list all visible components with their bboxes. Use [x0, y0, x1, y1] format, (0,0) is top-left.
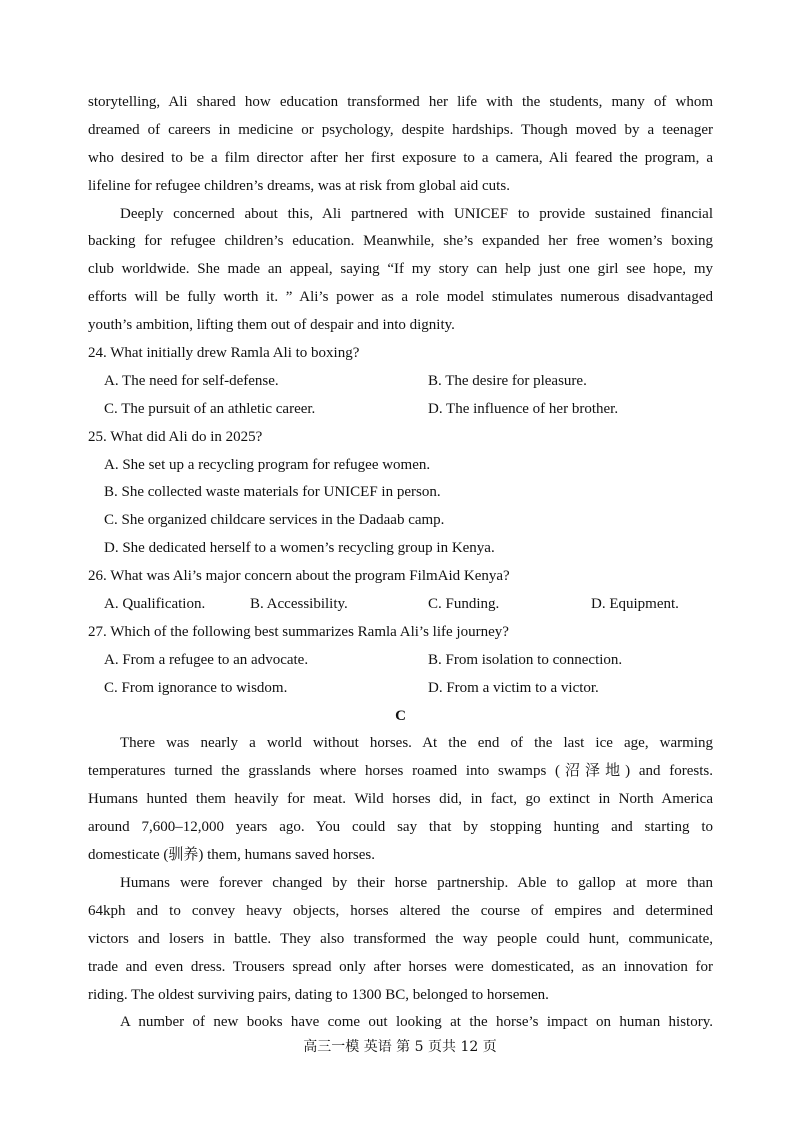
exam-page [88, 89, 713, 1037]
text-line: 64kph and to convey heavy objects, horses altered the course of empires and determined [88, 902, 713, 919]
question-stem: 26. What was Ali’s major concern about the program FilmAid Kenya? [88, 568, 510, 585]
option-d: D. From a victim to a victor. [428, 679, 599, 696]
passage-c-paragraph-1 [88, 730, 713, 869]
text-line: trade and even dress. Trousers spread only after horses were domesticated, as an innovation for [88, 958, 713, 975]
text-line: lifeline for refugee children’s dreams, was at risk from global aid cuts. [88, 177, 510, 194]
option-row [88, 647, 713, 675]
option-row [88, 479, 713, 507]
option-row [88, 507, 713, 535]
option-row [88, 591, 713, 619]
text-line: domesticate (驯养) them, humans saved horses. [88, 847, 376, 864]
option-c: C. From ignorance to wisdom. [104, 679, 288, 696]
option-row [88, 675, 713, 703]
text-line: victors and losers in battle. They also transformed the way people could hunt, communicate, [88, 930, 713, 947]
option-a: A. Qualification. [104, 596, 206, 613]
question-24 [88, 340, 713, 424]
option-b: B. Accessibility. [250, 596, 348, 613]
option-d: D. She dedicated herself to a women’s recycling group in Kenya. [104, 540, 495, 557]
option-row [88, 368, 713, 396]
text-line: A number of new books have come out looking at the horse’s impact on human history. [120, 1014, 713, 1031]
text-line: efforts will be fully worth it. ” Ali’s power as a role model stimulates numerous disadvantaged [88, 289, 713, 306]
text-line: who desired to be a film director after her first exposure to a camera, Ali feared the program, a [88, 149, 713, 166]
text-line: backing for refugee children’s education. Meanwhile, she’s expanded her free women’s boxing [88, 233, 713, 250]
text-line: Humans hunted them heavily for meat. Wild horses did, in fact, go extinct in North America [88, 791, 713, 808]
option-row [88, 452, 713, 480]
passage-c-paragraph-3 [88, 1009, 713, 1037]
option-b: B. The desire for pleasure. [428, 372, 587, 389]
option-c: C. The pursuit of an athletic career. [104, 400, 316, 417]
option-a: A. From a refugee to an advocate. [104, 651, 309, 668]
option-b: B. She collected waste materials for UNICEF in person. [104, 484, 441, 501]
question-27 [88, 619, 713, 703]
text-line: Deeply concerned about this, Ali partnered with UNICEF to provide sustained financial [120, 205, 713, 222]
option-row [88, 396, 713, 424]
text-line: There was nearly a world without horses. At the end of the last ice age, warming [120, 735, 713, 752]
text-line: club worldwide. She made an appeal, saying “If my story can help just one girl see hope, my [88, 261, 713, 278]
question-stem: 27. Which of the following best summarizes Ramla Ali’s life journey? [88, 623, 509, 640]
option-d: D. The influence of her brother. [428, 400, 619, 417]
text-line: around 7,600–12,000 years ago. You could say that by stopping hunting and starting to [88, 819, 713, 836]
passage-b-paragraph-1 [88, 89, 713, 201]
text-line: dreamed of careers in medicine or psychology, despite hardships. Though moved by a teenager [88, 121, 713, 138]
passage-b-paragraph-2 [88, 201, 713, 340]
question-26 [88, 563, 713, 619]
option-b: B. From isolation to connection. [428, 651, 623, 668]
text-line: youth’s ambition, lifting them out of despair and into dignity. [88, 317, 455, 334]
option-d: D. Equipment. [591, 596, 679, 613]
question-stem: 25. What did Ali do in 2025? [88, 428, 263, 445]
question-stem: 24. What initially drew Ramla Ali to boxing? [88, 345, 360, 362]
section-c-heading: C [395, 707, 406, 724]
option-a: A. The need for self-defense. [104, 372, 279, 389]
text-line: storytelling, Ali shared how education transformed her life with the students, many of whom [88, 94, 713, 110]
option-c: C. Funding. [428, 596, 500, 613]
text-line: riding. The oldest surviving pairs, dating to 1300 BC, belonged to horsemen. [88, 986, 549, 1003]
option-row [88, 535, 713, 563]
passage-c-paragraph-2 [88, 870, 713, 1009]
page-footer: 高三一模 英语 第 5 页共 12 页 [303, 1039, 497, 1055]
text-line: temperatures turned the grasslands where horses roamed into swamps (沼泽地) and forests. [88, 763, 713, 780]
option-a: A. She set up a recycling program for refugee women. [104, 456, 431, 473]
text-line: Humans were forever changed by their horse partnership. Able to gallop at more than [120, 874, 713, 891]
question-25 [88, 424, 713, 563]
option-c: C. She organized childcare services in the Dadaab camp. [104, 512, 445, 529]
